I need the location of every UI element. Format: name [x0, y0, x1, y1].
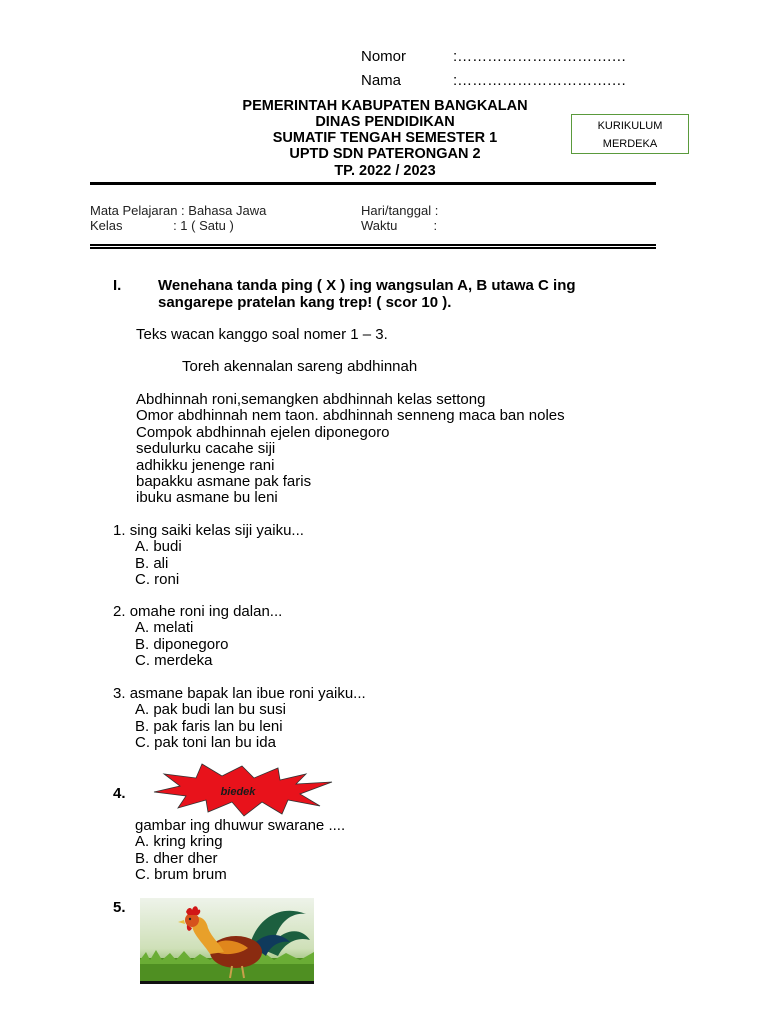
nama-label: Nama	[361, 72, 402, 89]
instruction-line2: sangarepe pratelan kang trep! ( scor 10 ).	[158, 294, 452, 311]
rooster-image	[140, 898, 314, 984]
option-b: B. ali	[135, 554, 169, 572]
passage-line: Omor abdhinnah nem taon. abdhinnah senneng maca ban noles	[136, 407, 565, 425]
passage-line: bapakku asmane pak faris	[136, 473, 312, 491]
curriculum-line2: MERDEKA	[602, 138, 658, 150]
meta-divider-bottom	[90, 247, 656, 249]
nama-row	[361, 72, 626, 89]
header-school: UPTD SDN PATERONGAN 2	[289, 146, 481, 162]
passage-line: adhikku jenenge rani	[136, 456, 275, 474]
reading-intro: Teks wacan kanggo soal nomer 1 – 3.	[136, 326, 388, 343]
curriculum-badge	[571, 114, 689, 154]
question-1	[113, 523, 304, 589]
burst-label: biedek	[220, 786, 256, 798]
question-text: omahe roni ing dalan...	[129, 603, 283, 620]
question-2	[113, 604, 282, 670]
class-field: Kelas : 1 ( Satu )	[90, 218, 234, 233]
question-number: 3.	[113, 685, 126, 702]
header-exam: SUMATIF TENGAH SEMESTER 1	[272, 130, 498, 146]
curriculum-line1: KURIKULUM	[597, 120, 663, 132]
header-department: DINAS PENDIDIKAN	[315, 114, 455, 130]
question-text: gambar ing dhuwur swarane ....	[135, 817, 346, 834]
question-number: 1.	[113, 522, 126, 539]
meta-divider-top	[90, 244, 656, 246]
question-3	[113, 686, 366, 752]
option-b: B. dher dher	[135, 849, 218, 867]
time-field: Waktu :	[361, 218, 438, 233]
question-4	[113, 818, 345, 884]
option-a: A. budi	[135, 538, 182, 556]
burst-icon	[150, 762, 336, 818]
nomor-row	[361, 48, 626, 65]
date-field: Hari/tanggal :	[361, 203, 439, 218]
question-text: sing saiki kelas siji yaiku...	[129, 522, 304, 539]
header-government: PEMERINTAH KABUPATEN BANGKALAN	[242, 98, 528, 114]
option-c: C. merdeka	[135, 652, 213, 670]
header-year: TP. 2022 / 2023	[334, 163, 436, 179]
option-b: B. pak faris lan bu leni	[135, 717, 283, 735]
option-c: C. roni	[135, 571, 180, 589]
reading-passage	[136, 392, 565, 507]
nomor-value: :………………………….…	[453, 48, 627, 65]
option-a: A. pak budi lan bu susi	[135, 701, 286, 719]
option-c: C. brum brum	[135, 866, 227, 884]
nomor-label: Nomor	[361, 48, 407, 65]
option-a: A. melati	[135, 619, 194, 637]
question-4-number: 4.	[113, 785, 126, 802]
reading-title: Toreh akennalan sareng abdhinnah	[182, 358, 418, 375]
passage-line: ibuku asmane bu leni	[136, 489, 278, 507]
header-divider	[90, 182, 656, 185]
question-text: asmane bapak lan ibue roni yaiku...	[129, 685, 366, 702]
section-numeral: I.	[113, 277, 122, 294]
question-number: 2.	[113, 603, 126, 620]
subject-field: Mata Pelajaran : Bahasa Jawa	[90, 203, 267, 218]
option-a: A. kring kring	[135, 833, 223, 851]
option-c: C. pak toni lan bu ida	[135, 734, 276, 752]
question-5-number: 5.	[113, 899, 126, 916]
option-b: B. diponegoro	[135, 635, 229, 653]
nama-value: :………………………….…	[453, 72, 627, 89]
instruction-line1: Wenehana tanda ping ( X ) ing wangsulan A, B utawa C ing	[158, 277, 576, 294]
passage-line: Abdhinnah roni,semangken abdhinnah kelas settong	[136, 391, 486, 408]
passage-line: Compok abdhinnah ejelen diponegoro	[136, 423, 390, 441]
passage-line: sedulurku cacahe siji	[136, 440, 276, 458]
